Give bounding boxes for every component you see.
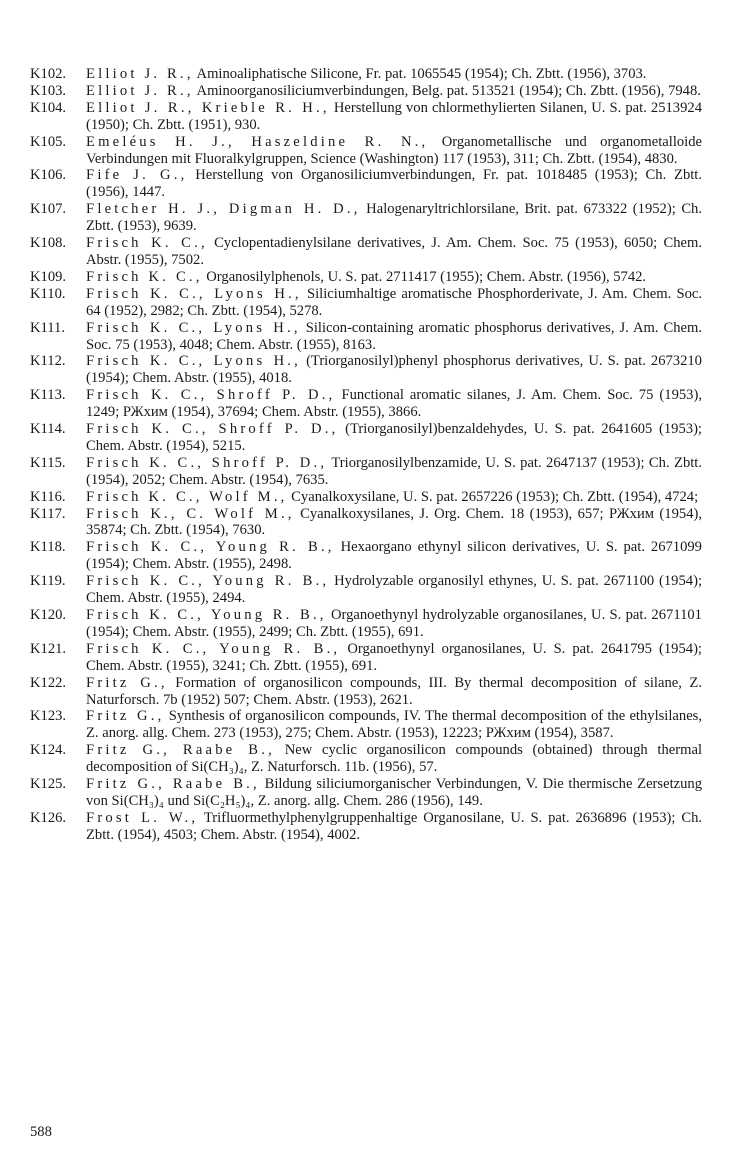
reference-authors: Frisch K. C., bbox=[86, 235, 208, 252]
reference-id: K119. bbox=[30, 573, 66, 590]
reference-id: K103. bbox=[30, 82, 67, 99]
reference-entry bbox=[30, 269, 702, 286]
reference-entry bbox=[30, 134, 702, 168]
reference-authors: Frost L. W., bbox=[86, 809, 199, 826]
reference-id: K102. bbox=[30, 66, 67, 82]
reference-body bbox=[86, 134, 702, 168]
reference-authors: Frisch K. C., Young R. B., bbox=[86, 640, 341, 657]
reference-id: K110. bbox=[30, 285, 66, 302]
reference-entry bbox=[30, 167, 702, 201]
reference-id: K112. bbox=[30, 353, 66, 370]
reference-authors: Frisch K., C. Wolf M., bbox=[86, 505, 295, 522]
reference-text: (Triorganosilyl)phenyl phosphorus derivatives, U. S. pat. 2673210 (1954); Chem. Abstr. (1955), 4018. bbox=[86, 353, 702, 387]
reference-entry bbox=[30, 100, 702, 134]
reference-body bbox=[86, 66, 702, 83]
reference-body bbox=[86, 320, 702, 354]
reference-body bbox=[86, 641, 702, 675]
reference-entry bbox=[30, 320, 702, 354]
reference-entry bbox=[30, 353, 702, 387]
reference-entry bbox=[30, 201, 702, 235]
reference-id: K117. bbox=[30, 505, 66, 522]
reference-id: K114. bbox=[30, 421, 66, 438]
reference-body bbox=[86, 421, 702, 455]
reference-text: Synthesis of organosilicon compounds, IV. The thermal decomposition of the ethylsilanes, Z. anorg. allg. Chem. 273 (1953), 275; Chem. Abstr. (1953), 12223; РЖхим (1954), 3587. bbox=[86, 708, 702, 742]
reference-authors: Frisch K. C., Shroff P. D., bbox=[86, 387, 336, 404]
reference-authors: Frisch K. C., bbox=[86, 268, 203, 285]
reference-text: Organoethynyl hydrolyzable organosilanes, U. S. pat. 2671101 (1954); Chem. Abstr. (1955), 2499; Ch. Zbtt. (1955), 691. bbox=[86, 607, 702, 640]
reference-authors: Frisch K. C., Lyons H., bbox=[86, 353, 302, 370]
reference-body bbox=[86, 455, 702, 489]
reference-body bbox=[86, 776, 702, 810]
reference-id: K105. bbox=[30, 133, 67, 150]
reference-body bbox=[86, 810, 702, 844]
reference-text: Siliciumhaltige aromatische Phosphorderivate, J. Am. Chem. Soc. 64 (1952), 2982; Ch. Zbtt. (1954), 5278. bbox=[86, 285, 702, 319]
reference-authors: Fritz G., Raabe B., bbox=[86, 776, 260, 793]
reference-text: Organosilylphenols, U. S. pat. 2711417 (1955); Chem. Abstr. (1956), 5742. bbox=[202, 268, 647, 285]
reference-text: New cyclic organosilicon compounds (obtained) through thermal decomposition of Si(CH₃)₄, Z. Naturforsch. 11b. (1956), 57. bbox=[86, 742, 703, 776]
reference-body bbox=[86, 167, 702, 201]
reference-id: K121. bbox=[30, 640, 67, 657]
reference-text: Functional aromatic silanes, J. Am. Chem. Soc. 75 (1953), 1249; РЖхим (1954), 37694; Chem. Abstr. (1955), 3866. bbox=[86, 387, 702, 421]
reference-authors: Fritz G., Raabe B., bbox=[86, 742, 275, 759]
reference-text: Cyclopentadienylsilane derivatives, J. Am. Chem. Soc. 75 (1953), 6050; Chem. Abstr. (1955), 7502. bbox=[86, 235, 702, 268]
reference-entry bbox=[30, 810, 702, 844]
reference-entry bbox=[30, 286, 702, 320]
reference-entry bbox=[30, 607, 702, 641]
reference-text: Cyanalkoxysilane, U. S. pat. 2657226 (1953); Ch. Zbtt. (1954), 4724; bbox=[287, 488, 699, 505]
reference-body bbox=[86, 573, 702, 607]
reference-body bbox=[86, 607, 702, 641]
reference-body bbox=[86, 742, 702, 776]
reference-body bbox=[86, 286, 702, 320]
reference-authors: Emeléus H. J., Haszeldine R. N., bbox=[86, 133, 429, 150]
reference-authors: Fletcher H. J., Digman H. D., bbox=[86, 201, 361, 218]
reference-authors: Frisch K. C., Shroff P. D., bbox=[86, 454, 328, 471]
reference-entry bbox=[30, 776, 702, 810]
reference-text: Bildung siliciumorganischer Verbindungen, V. Die thermische Zersetzung von Si(CH₃)₄ und Si(C₂H₅)₄, Z. anorg. allg. Chem. 286 (1956), 149. bbox=[86, 776, 702, 809]
reference-entry bbox=[30, 708, 702, 742]
reference-id: K125. bbox=[30, 776, 67, 793]
reference-list bbox=[30, 66, 702, 844]
reference-entry bbox=[30, 675, 702, 709]
reference-id: K104. bbox=[30, 99, 67, 116]
reference-entry bbox=[30, 489, 702, 506]
reference-authors: Frisch K. C., Young R. B., bbox=[86, 607, 327, 623]
reference-authors: Frisch K. C., Lyons H., bbox=[86, 319, 301, 336]
reference-entry bbox=[30, 573, 702, 607]
reference-authors: Frisch K. C., Lyons H., bbox=[86, 285, 302, 302]
reference-text: Trifluormethylphenylgruppenhaltige Organosilane, U. S. pat. 2636896 (1953); Ch. Zbtt. (1954), 4503; Chem. Abstr. (1954), 4002. bbox=[86, 809, 703, 843]
reference-authors: Elliot J. R., bbox=[86, 66, 194, 82]
reference-body bbox=[86, 235, 702, 269]
reference-body bbox=[86, 489, 702, 506]
reference-text: Triorganosilylbenzamide, U. S. pat. 2647137 (1953); Ch. Zbtt. (1954), 2052; Chem. Abstr. (1954), 7635. bbox=[86, 454, 702, 488]
reference-entry bbox=[30, 421, 702, 455]
reference-entry bbox=[30, 66, 702, 83]
reference-text: Hydrolyzable organosilyl ethynes, U. S. pat. 2671100 (1954); Chem. Abstr. (1955), 2494. bbox=[86, 573, 702, 607]
reference-entry bbox=[30, 641, 702, 675]
reference-text: Herstellung von chlormethylierten Silanen, U. S. pat. 2513924 (1950); Ch. Zbtt. (1951), 930. bbox=[86, 99, 702, 133]
reference-entry bbox=[30, 506, 702, 540]
reference-authors: Elliot J. R., bbox=[86, 82, 194, 99]
reference-body bbox=[86, 708, 702, 742]
reference-authors: Fife J. G., bbox=[86, 167, 188, 184]
reference-id: K106. bbox=[30, 167, 67, 184]
reference-entry bbox=[30, 235, 702, 269]
reference-id: K120. bbox=[30, 607, 67, 623]
reference-text: Herstellung von Organosiliciumverbindungen, Fr. pat. 1018485 (1953); Ch. Zbtt. (1956), 1447. bbox=[86, 167, 703, 201]
reference-entry bbox=[30, 83, 702, 100]
reference-authors: Fritz G., bbox=[86, 674, 168, 691]
reference-text: (Triorganosilyl)benzaldehydes, U. S. pat. 2641605 (1953); Chem. Abstr. (1954), 5215. bbox=[86, 421, 702, 454]
reference-authors: Frisch K. C., Young R. B., bbox=[86, 573, 330, 590]
page-number: 588 bbox=[30, 1124, 52, 1140]
reference-id: K111. bbox=[30, 319, 65, 336]
reference-id: K116. bbox=[30, 488, 66, 505]
reference-id: K109. bbox=[30, 268, 67, 285]
reference-text: Organometallische und organometalloide Verbindungen mit Fluoralkylgruppen, Science (Washington) 117 (1953), 311; Ch. Zbtt. (1954), 4830. bbox=[86, 133, 703, 167]
reference-body bbox=[86, 387, 702, 421]
reference-body bbox=[86, 539, 702, 573]
reference-text: Organoethynyl organosilanes, U. S. pat. 2641795 (1954); Chem. Abstr. (1955), 3241; Ch. Zbtt. (1955), 691. bbox=[86, 640, 702, 674]
reference-id: K122. bbox=[30, 674, 67, 691]
reference-authors: Frisch K. C., Young R. B., bbox=[86, 539, 335, 556]
reference-entry bbox=[30, 539, 702, 573]
reference-text: Aminoaliphatische Silicone, Fr. pat. 1065545 (1954); Ch. Zbtt. (1956), 3703. bbox=[193, 66, 647, 82]
reference-text: Cyanalkoxysilanes, J. Org. Chem. 18 (1953), 657; РЖхим (1954), 35874; Ch. Zbtt. (1954), 7630. bbox=[86, 505, 702, 539]
reference-id: K124. bbox=[30, 742, 67, 759]
reference-id: K113. bbox=[30, 387, 66, 404]
reference-id: K107. bbox=[30, 201, 67, 218]
reference-entry bbox=[30, 455, 702, 489]
reference-body bbox=[86, 506, 702, 540]
reference-text: Halogenaryltrichlorsilane, Brit. pat. 673322 (1952); Ch. Zbtt. (1953), 9639. bbox=[86, 201, 703, 235]
reference-body bbox=[86, 353, 702, 387]
reference-text: Silicon-containing aromatic phosphorus derivatives, J. Am. Chem. Soc. 75 (1953), 4048; Chem. Abstr. (1955), 8163. bbox=[86, 319, 702, 353]
reference-body bbox=[86, 269, 702, 286]
reference-authors: Frisch K. C., Shroff P. D., bbox=[86, 421, 339, 438]
reference-body bbox=[86, 675, 702, 709]
reference-body bbox=[86, 100, 702, 134]
reference-body bbox=[86, 83, 702, 100]
reference-entry bbox=[30, 742, 702, 776]
reference-authors: Frisch K. C., Wolf M., bbox=[86, 488, 288, 505]
reference-id: K115. bbox=[30, 454, 66, 471]
reference-id: K118. bbox=[30, 539, 66, 556]
reference-entry bbox=[30, 387, 702, 421]
reference-text: Formation of organosilicon compounds, III. By thermal decomposition of silane, Z. Naturforsch. 7b (1952) 507; Chem. Abstr. (1953), 2621. bbox=[86, 674, 702, 708]
reference-authors: Elliot J. R., Krieble R. H., bbox=[86, 99, 330, 116]
reference-text: Hexaorgano ethynyl silicon derivatives, U. S. pat. 2671099 (1954); Chem. Abstr. (1955), 2498. bbox=[86, 539, 702, 573]
reference-id: K126. bbox=[30, 809, 67, 826]
reference-id: K123. bbox=[30, 708, 67, 725]
reference-authors: Fritz G., bbox=[86, 708, 165, 725]
reference-body bbox=[86, 201, 702, 235]
reference-text: Aminoorganosiliciumverbindungen, Belg. pat. 513521 (1954); Ch. Zbtt. (1956), 7948. bbox=[193, 82, 701, 99]
reference-id: K108. bbox=[30, 235, 67, 252]
